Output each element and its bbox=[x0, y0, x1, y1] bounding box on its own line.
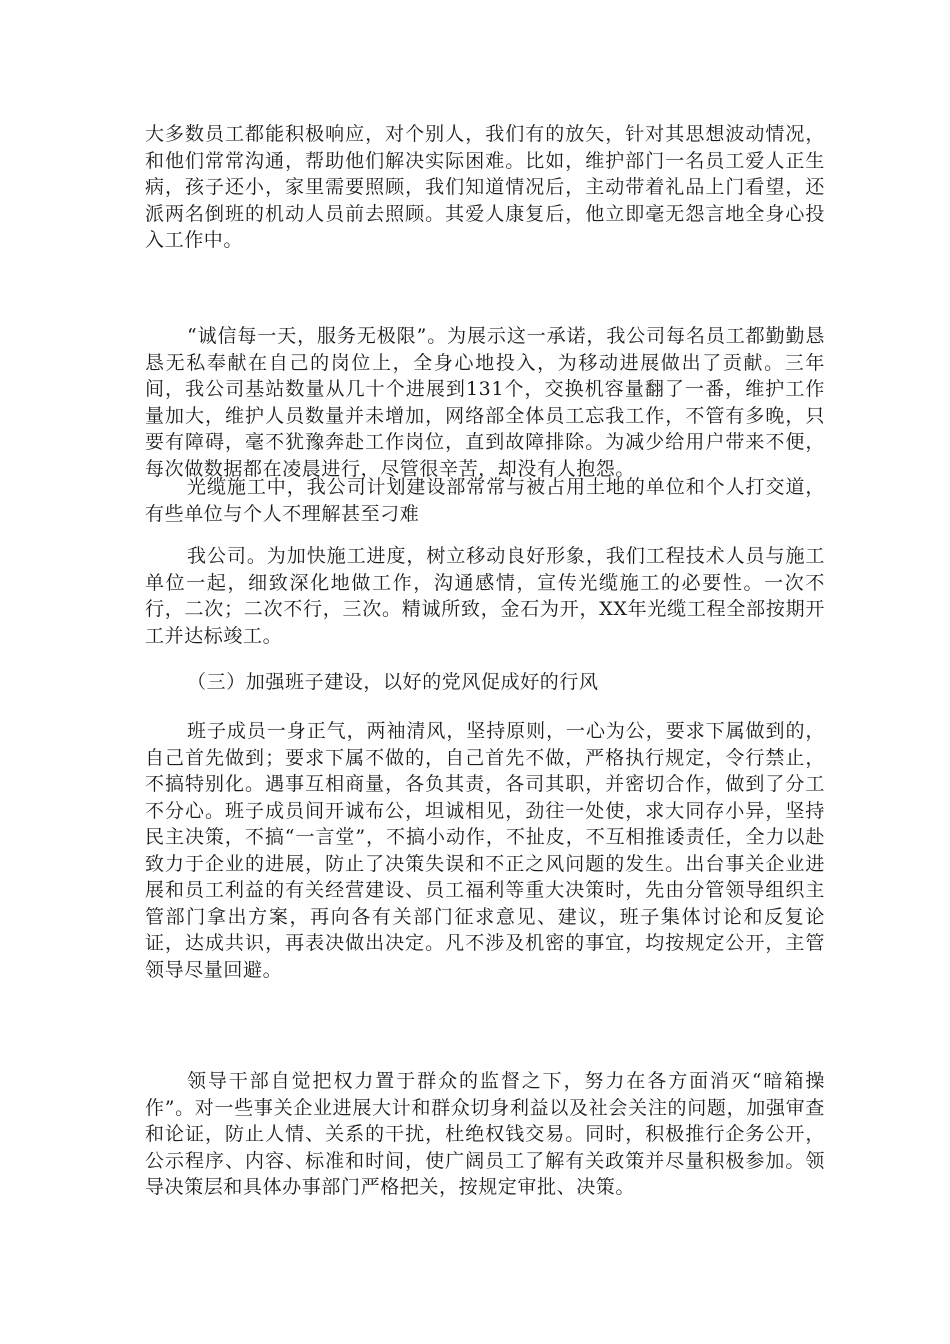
paragraph-cable-progress: 我公司。为加快施工进度，树立移动良好形象，我们工程技术人员与施工单位一起，细致深化地做工作，沟通感情，宣传光缆施工的必要性。一次不行，二次；二次不行，三次。精诚所致，金石为开，XX年光缆工程全部按期开工并达标竣工。 bbox=[145, 545, 825, 647]
paragraph-supervision: 领导干部自觉把权力置于群众的监督之下，努力在各方面消灭“暗箱操作”。对一些事关企业进展大计和群众切身利益以及社会关注的问题，加强审查和论证，防止人情、关系的干扰，杜绝权钱交易。同时，积极推行企务公开，公示程序、内容、标准和时间，使广阔员工了解有关政策并尽量积极参加。领导决策层和具体办事部门严格把关，按规定审批、决策。 bbox=[145, 1070, 825, 1198]
paragraph-leadership-team: 班子成员一身正气，两袖清风，坚持原则，一心为公，要求下属做到的，自己首先做到；要求下属不做的，自己首先不做，严格执行规定，令行禁止，不搞特别化。遇事互相商量，各负其责，各司其职，并密切合作，做到了分工不分心。班子成员间开诚布公，坦诚相见，劲往一处使，求大同存小异，坚持民主决策，不搞“一言堂”，不搞小动作，不扯皮，不互相推诿责任，全力以赴致力于企业的进展，防止了决策失误和不正之风问题的发生。出台事关企业进展和员工利益的有关经营建设、员工福利等重大决策时，先由分管领导组织主管部门拿出方案，再向各有关部门征求意见、建议，班子集体讨论和反复论证，达成共识，再表决做出决定。凡不涉及机密的事宜，均按规定公开，主管领导尽量回避。 bbox=[145, 720, 825, 981]
paragraph-staff-care: 大多数员工都能积极响应，对个别人，我们有的放矢，针对其思想波动情况，和他们常常沟通，帮助他们解决实际困难。比如，维护部门一名员工爱人正生病，孩子还小，家里需要照顾，我们知道情况后，主动带着礼品上门看望，还派两名倒班的机动人员前去照顾。其爱人康复后，他立即毫无怨言地全身心投入工作中。 bbox=[145, 123, 825, 251]
paragraph-cable-construction: 光缆施工中，我公司计划建设部常常与被占用土地的单位和个人打交道，有些单位与个人不理解甚至刁难 bbox=[145, 476, 825, 525]
section-heading: （三）加强班子建设，以好的党风促成好的行风 bbox=[187, 671, 599, 693]
paragraph-integrity-service: “诚信每一天，服务无极限”。为展示这一承诺，我公司每名员工都勤勤恳恳无私奉献在自己的岗位上，全身心地投入，为移动进展做出了贡献。三年间，我公司基站数量从几十个进展到131个，交换机容量翻了一番，维护工作量加大，维护人员数量并未增加，网络部全体员工忘我工作，不管有多晚，只要有障碍，毫不犹豫奔赴工作岗位，直到故障排除。为减少给用户带来不便，每次做数据都在凌晨进行，尽管很辛苦，却没有人抱怨。 bbox=[145, 325, 825, 480]
